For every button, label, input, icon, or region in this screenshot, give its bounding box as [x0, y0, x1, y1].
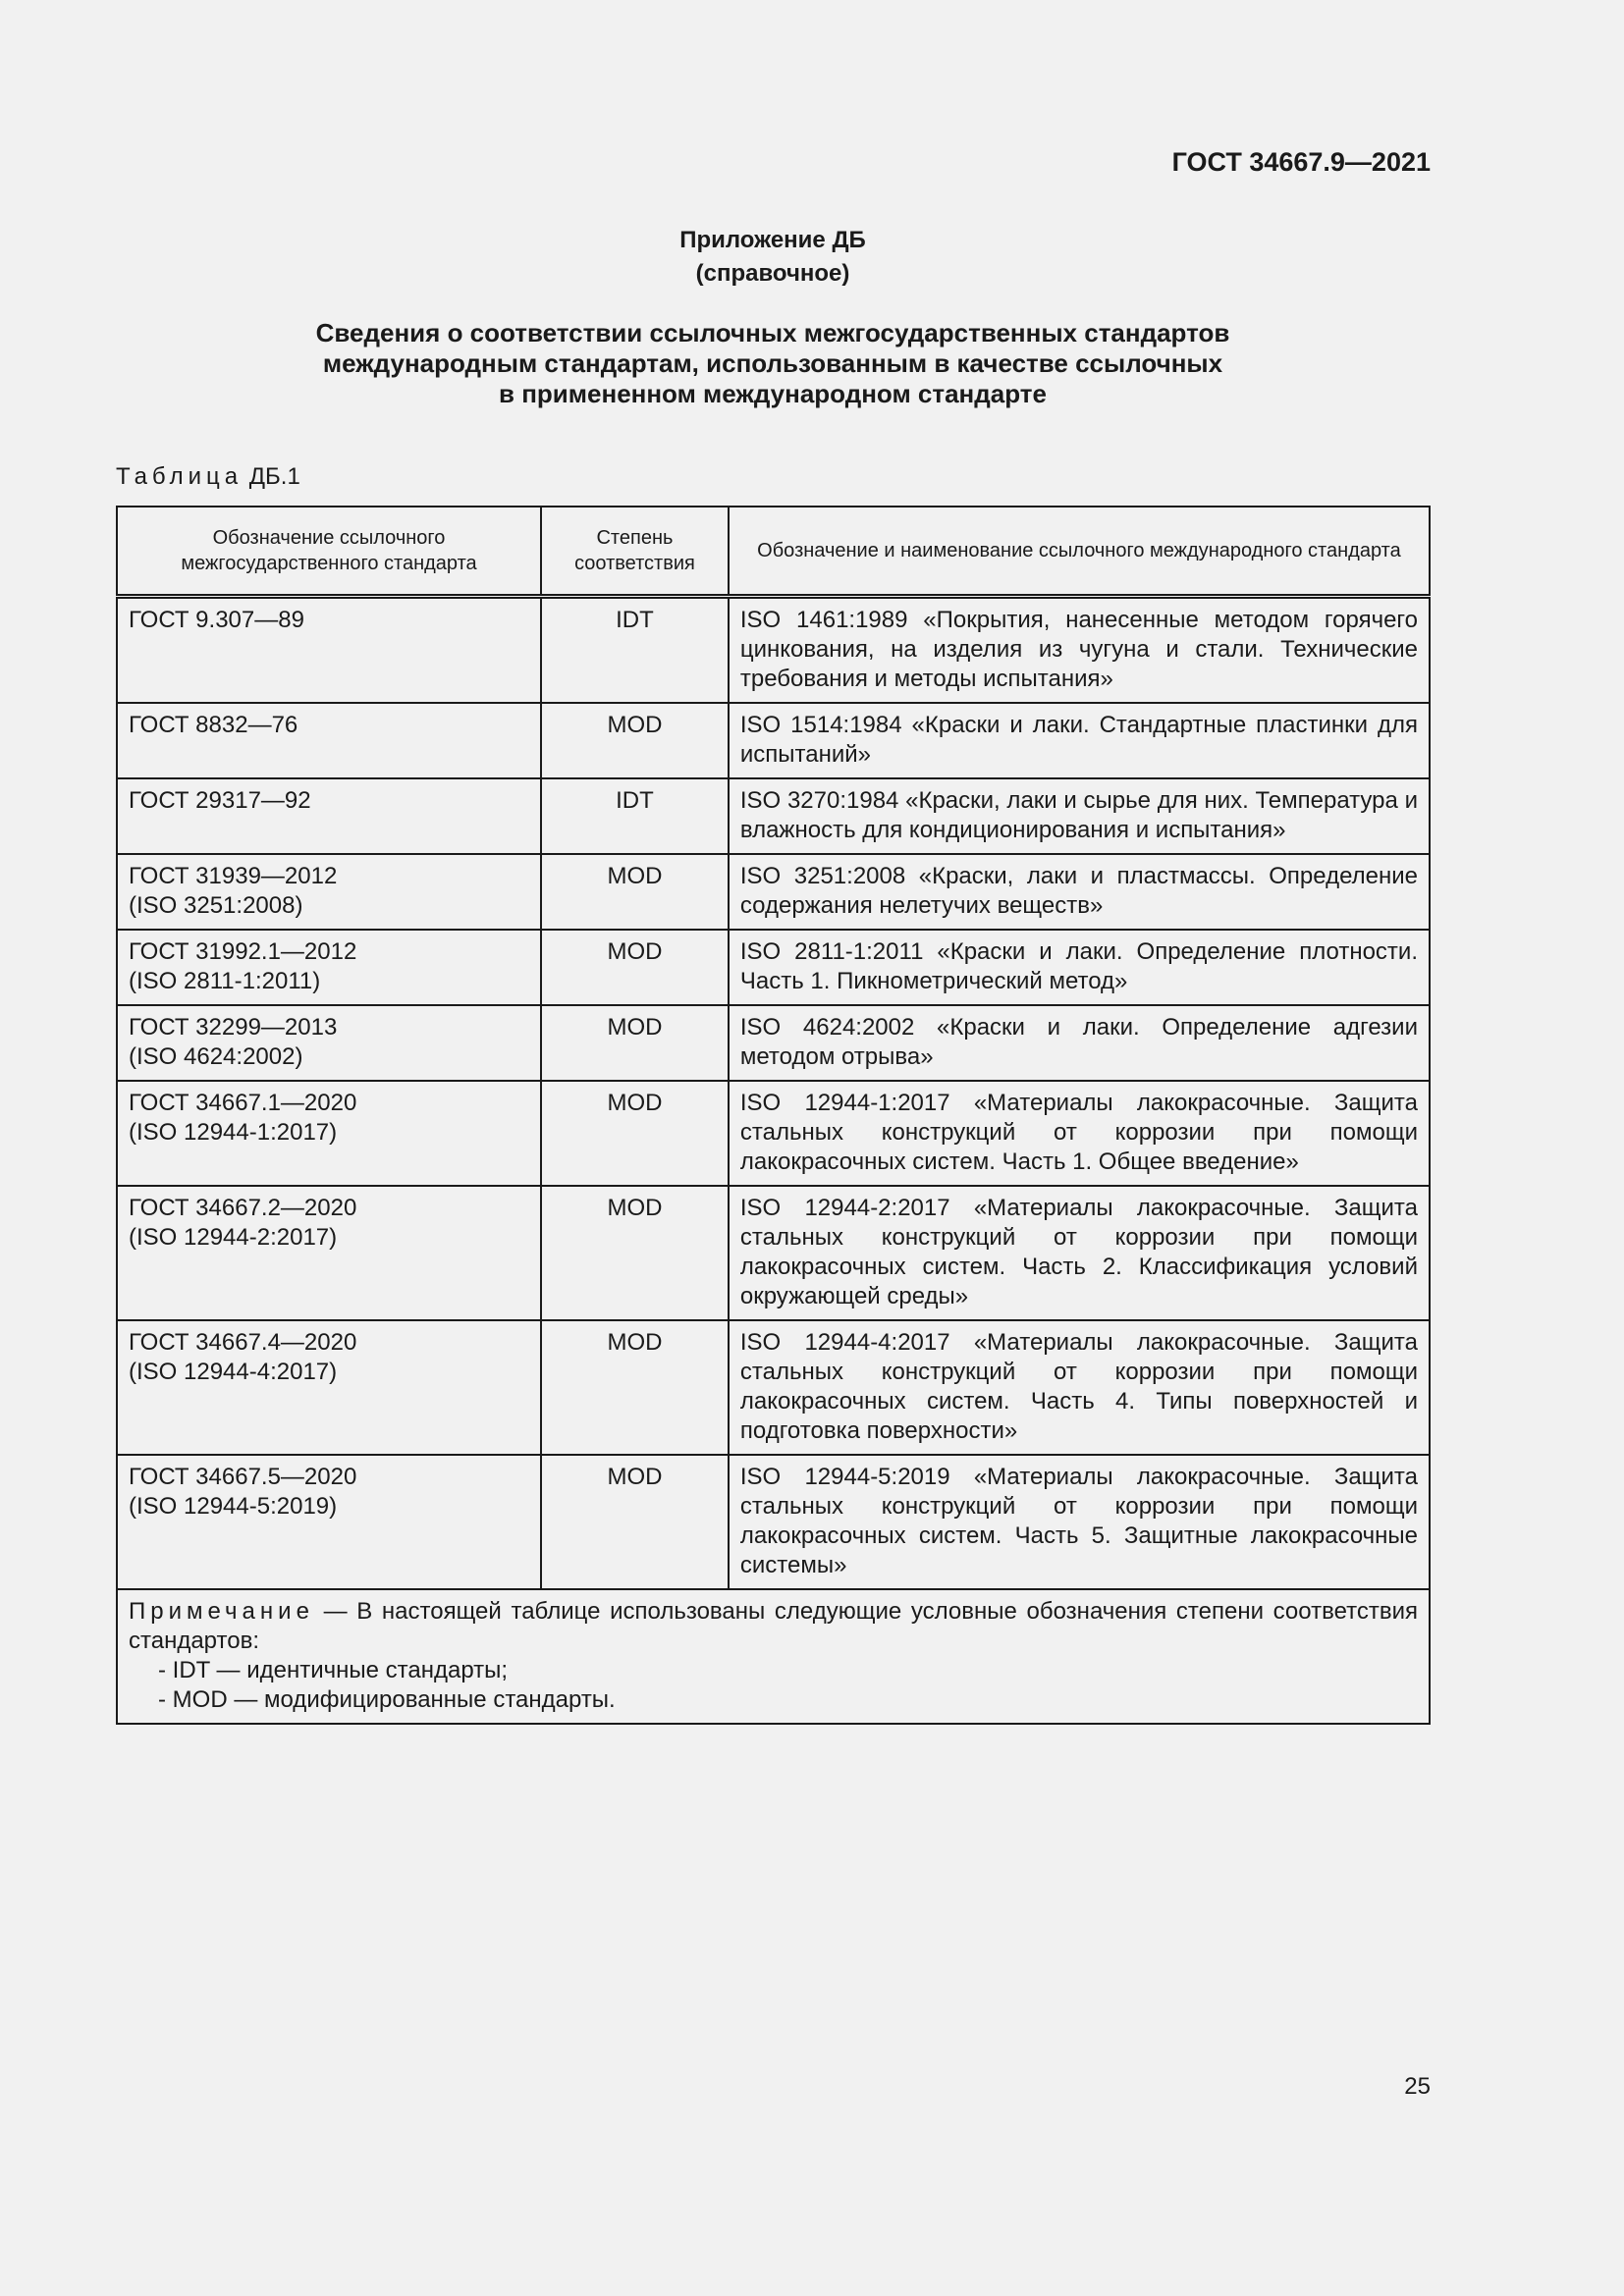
section-title-line: международным стандартам, использованным в качестве ссылочных	[322, 348, 1223, 378]
standard-designation: (ISO 4624:2002)	[129, 1043, 303, 1070]
cell-degree: MOD	[541, 1186, 729, 1320]
cell-degree: MOD	[541, 1320, 729, 1455]
table-caption	[116, 463, 300, 491]
document-code: ГОСТ 34667.9—2021	[1171, 147, 1431, 177]
section-title-line: Сведения о соответствии ссылочных межгосударственных стандартов	[315, 318, 1230, 347]
cell-international-standard: ISO 12944-4:2017 «Материалы лакокрасочные. Защита стальных конструкций от коррозии при помощи лакокрасочных систем. Часть 4. Типы поверхностей и подготовка поверхности»	[729, 1320, 1430, 1455]
standard-designation: (ISO 12944-5:2019)	[129, 1493, 338, 1520]
cell-standard	[117, 1320, 541, 1455]
cell-international-standard: ISO 3270:1984 «Краски, лаки и сырье для них. Температура и влажность для кондиционирования и испытания»	[729, 778, 1430, 854]
standard-designation: (ISO 12944-2:2017)	[129, 1224, 338, 1251]
note-item: - IDT — идентичные стандарты;	[158, 1657, 509, 1683]
standard-designation: ГОСТ 34667.4—2020	[129, 1329, 357, 1356]
standard-designation: (ISO 12944-1:2017)	[129, 1119, 338, 1146]
table-row	[117, 1320, 1430, 1455]
cell-degree: IDT	[541, 597, 729, 704]
table-row	[117, 854, 1430, 930]
cell-international-standard: ISO 12944-2:2017 «Материалы лакокрасочные. Защита стальных конструкций от коррозии при помощи лакокрасочных систем. Часть 2. Классификация условий окружающей среды»	[729, 1186, 1430, 1320]
appendix-subtitle: (справочное)	[695, 260, 850, 287]
standard-designation: (ISO 3251:2008)	[129, 892, 303, 919]
cell-standard	[117, 854, 541, 930]
table-note	[117, 1589, 1430, 1724]
header-degree: Степень соответствия	[541, 507, 729, 597]
cell-international-standard: ISO 2811-1:2011 «Краски и лаки. Определение плотности. Часть 1. Пикнометрический метод»	[729, 930, 1430, 1005]
cell-international-standard: ISO 3251:2008 «Краски, лаки и пластмассы. Определение содержания нелетучих веществ»	[729, 854, 1430, 930]
standards-table	[116, 506, 1431, 1725]
standard-designation: ГОСТ 9.307—89	[129, 607, 304, 633]
cell-degree: MOD	[541, 703, 729, 778]
cell-international-standard: ISO 1514:1984 «Краски и лаки. Стандартные пластинки для испытаний»	[729, 703, 1430, 778]
cell-standard	[117, 1186, 541, 1320]
table-row	[117, 778, 1430, 854]
cell-standard	[117, 1455, 541, 1589]
cell-international-standard: ISO 1461:1989 «Покрытия, нанесенные методом горячего цинкования, на изделия из чугуна и стали. Технические требования и методы испытания»	[729, 597, 1430, 704]
standard-designation: (ISO 2811-1:2011)	[129, 968, 321, 994]
standard-designation: ГОСТ 31992.1—2012	[129, 938, 357, 965]
table-body	[117, 597, 1430, 1590]
standard-designation: ГОСТ 34667.2—2020	[129, 1195, 357, 1221]
header-international: Обозначение и наименование ссылочного международного стандарта	[729, 507, 1430, 597]
table-row	[117, 930, 1430, 1005]
table-row	[117, 703, 1430, 778]
cell-degree: MOD	[541, 854, 729, 930]
table-row	[117, 1455, 1430, 1589]
table-caption-number: ДБ.1	[248, 463, 300, 490]
cell-degree: MOD	[541, 1455, 729, 1589]
cell-standard	[117, 778, 541, 854]
table-header-row	[117, 507, 1430, 597]
table-row	[117, 597, 1430, 704]
standard-designation: ГОСТ 32299—2013	[129, 1014, 338, 1041]
standard-designation: ГОСТ 34667.1—2020	[129, 1090, 357, 1116]
standard-designation: ГОСТ 8832—76	[129, 712, 298, 738]
page-number: 25	[1404, 2073, 1431, 2100]
note-label: Примечание	[129, 1598, 314, 1625]
table-note-row	[117, 1589, 1430, 1724]
appendix-title: Приложение ДБ	[679, 227, 866, 253]
standard-designation: ГОСТ 34667.5—2020	[129, 1464, 357, 1490]
cell-degree: MOD	[541, 1081, 729, 1186]
cell-standard	[117, 703, 541, 778]
section-title	[0, 318, 1545, 409]
standard-designation: ГОСТ 31939—2012	[129, 863, 338, 889]
cell-international-standard: ISO 4624:2002 «Краски и лаки. Определение адгезии методом отрыва»	[729, 1005, 1430, 1081]
cell-international-standard: ISO 12944-5:2019 «Материалы лакокрасочные. Защита стальных конструкций от коррозии при помощи лакокрасочных систем. Часть 5. Защитные лакокрасочные системы»	[729, 1455, 1430, 1589]
cell-standard	[117, 1005, 541, 1081]
cell-degree: MOD	[541, 1005, 729, 1081]
cell-international-standard: ISO 12944-1:2017 «Материалы лакокрасочные. Защита стальных конструкций от коррозии при помощи лакокрасочных систем. Часть 1. Общее введение»	[729, 1081, 1430, 1186]
table-row	[117, 1186, 1430, 1320]
table-row	[117, 1081, 1430, 1186]
note-item: - MOD — модифицированные стандарты.	[158, 1686, 616, 1713]
standard-designation: ГОСТ 29317—92	[129, 787, 311, 814]
appendix-heading	[0, 224, 1545, 291]
cell-degree: MOD	[541, 930, 729, 1005]
standard-designation: (ISO 12944-4:2017)	[129, 1359, 338, 1385]
header-standard: Обозначение ссылочного межгосударственного стандарта	[117, 507, 541, 597]
section-title-line: в примененном международном стандарте	[499, 379, 1047, 408]
note-text: — В настоящей таблице использованы следующие условные обозначения степени соответствия стандартов:	[129, 1598, 1418, 1654]
cell-standard	[117, 930, 541, 1005]
cell-standard	[117, 1081, 541, 1186]
cell-standard	[117, 597, 541, 704]
cell-degree: IDT	[541, 778, 729, 854]
table-row	[117, 1005, 1430, 1081]
table-caption-word: Таблица	[116, 463, 244, 490]
